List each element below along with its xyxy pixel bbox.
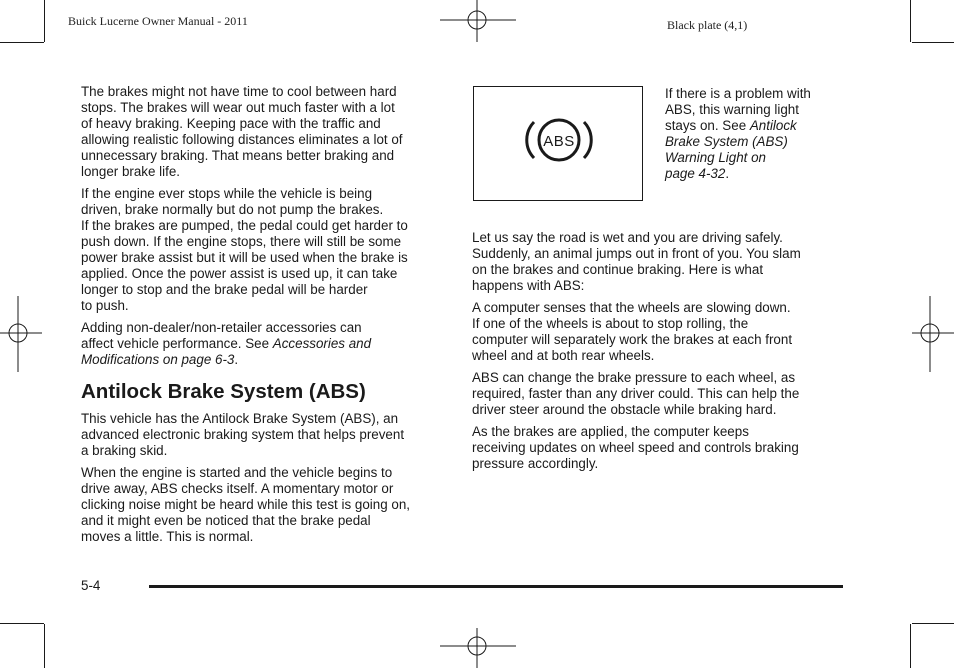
- link-antilock[interactable]: Antilock: [749, 118, 797, 133]
- paragraph-brake-pressure: ABS can change the brake pressure to each wheel, as required, faster than any driver could. This can help the driver steer around the obstacle while braking hard.: [472, 370, 800, 417]
- paragraph-wheel-speed: As the brakes are applied, the computer keeps receiving updates on wheel speed and controls braking pressure accordingly.: [472, 424, 799, 471]
- paragraph-wet-road: Let us say the road is wet and you are driving safely. Suddenly, an animal jumps out in front of you. You slam on the brakes and continue braking. Here is what happens with ABS:: [472, 230, 801, 293]
- paragraph-abs-selfcheck: When the engine is started and the vehicle begins to drive away, ABS checks itself. A momentary motor or clicking noise might be heard while this test is going on, and it might even be noticed that the brake pedal moves a little. This is normal.: [81, 465, 410, 544]
- registration-mark-left: [0, 296, 44, 372]
- page-number: 5-4: [81, 578, 101, 593]
- abs-warning-light-icon: [524, 115, 594, 165]
- paragraph-engine-stops: If the engine ever stops while the vehicle is being driven, brake normally but do not pump the brakes. If the brakes are pumped, the pedal could get harder to push down. If the engine stops, there will still be some power brake assist but it will be used when the brake is applied. Once the power assist is used up, it can take longer to stop and the brake pedal will be harder to push.: [81, 186, 408, 313]
- paragraph-abs-intro: This vehicle has the Antilock Brake System (ABS), an advanced electronic braking system that helps prevent a braking skid.: [81, 411, 405, 458]
- paragraph-brake-cooling: The brakes might not have time to cool between hard stops. The brakes will wear out much faster with a lot of heavy braking. Keeping pace with the traffic and allowing realistic following distances eliminates a lot of unnecessary braking. That means better braking and longer brake life.: [81, 84, 403, 179]
- link-brake-system[interactable]: Brake System (ABS): [665, 134, 788, 149]
- registration-mark-top: [440, 0, 516, 44]
- link-modifications[interactable]: Modifications on page 6-3: [81, 352, 235, 367]
- paragraph-computer-senses: A computer senses that the wheels are slowing down. If one of the wheels is about to stop rolling, the computer will separately work the brakes at each front wheel and at both rear wheels.: [472, 300, 793, 363]
- link-page-4-32[interactable]: page 4-32: [665, 166, 726, 181]
- abs-symbol-text: ABS: [543, 133, 575, 150]
- section-heading: Antilock Brake System (ABS): [81, 380, 366, 403]
- manual-title: Buick Lucerne Owner Manual - 2011: [68, 14, 248, 28]
- plate-label: Black plate (4,1): [667, 18, 748, 32]
- paragraph-accessories: Adding non-dealer/non-retailer accessories can affect vehicle performance. See Accessories and Modifications on page 6-3.: [81, 320, 372, 367]
- link-accessories[interactable]: Accessories and: [272, 336, 372, 351]
- abs-figure-box: [473, 86, 643, 201]
- registration-mark-bottom: [440, 624, 516, 668]
- footer-rule: [149, 585, 843, 588]
- link-warning-light[interactable]: Warning Light on: [665, 150, 766, 165]
- registration-mark-right: [910, 296, 954, 372]
- left-column: [81, 84, 451, 551]
- right-column: [472, 230, 847, 478]
- figure-caption: If there is a problem with ABS, this warning light stays on. See Antilock Brake System (ABS) Warning Light on page 4-32.: [665, 86, 811, 181]
